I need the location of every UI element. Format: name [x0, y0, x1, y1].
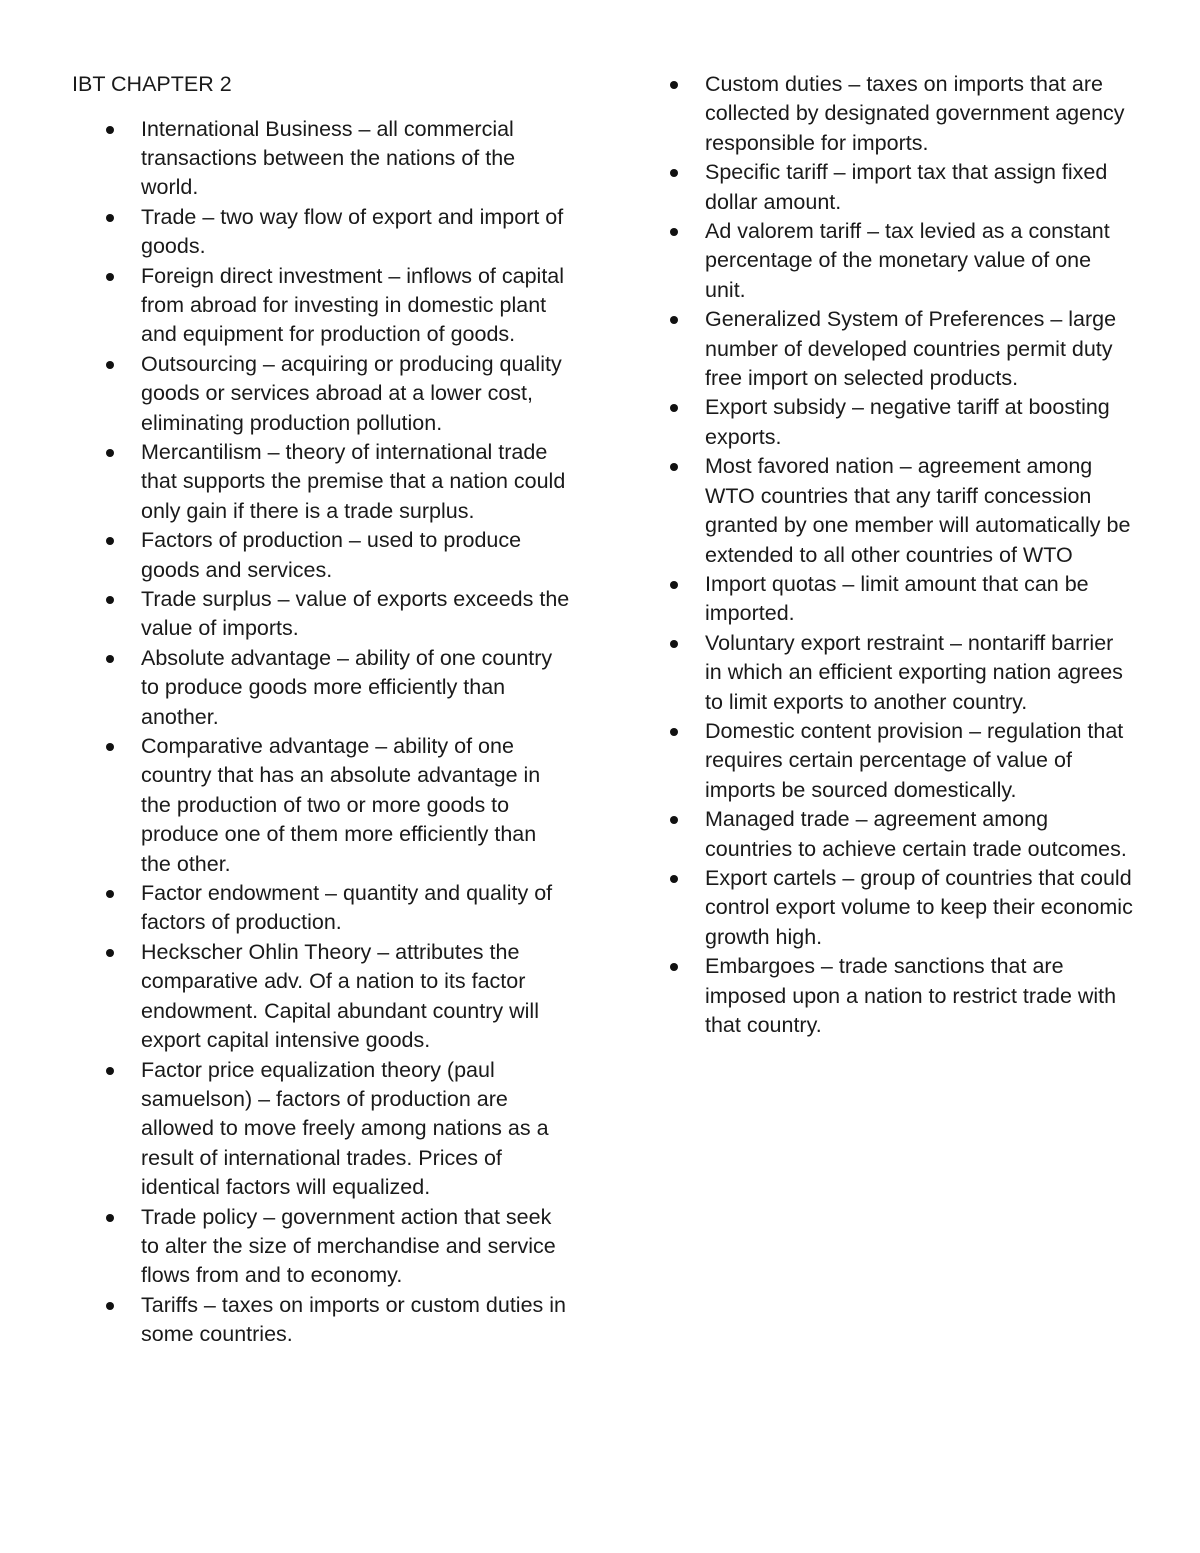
bullet-icon — [106, 890, 114, 898]
bullet-icon — [670, 169, 678, 177]
list-item — [636, 393, 1136, 452]
list-item-text: Factors of production – used to produce goods and services. — [141, 528, 522, 582]
list-item-text: Export subsidy – negative tariff at boosting exports. — [705, 395, 1110, 449]
bullet-icon — [106, 449, 114, 457]
list-item-text: Import quotas – limit amount that can be imported. — [705, 571, 1089, 626]
bullet-icon — [106, 655, 114, 663]
list-item — [72, 879, 572, 938]
list-item-text: Absolute advantage – ability of one country to produce goods more efficiently than another. — [141, 645, 553, 729]
list-item-text: Factor endowment – quantity and quality of factors of production. — [141, 881, 553, 935]
bullet-icon — [670, 463, 678, 471]
bullet-icon — [106, 1214, 114, 1222]
list-item — [72, 526, 572, 585]
bullet-icon — [670, 728, 678, 736]
list-item-text: Trade surplus – value of exports exceeds the value of imports. — [141, 587, 570, 641]
list-item — [72, 938, 572, 1056]
list-item — [72, 1291, 572, 1350]
list-item-text: Custom duties – taxes on imports that are collected by designated government agency responsible for imports. — [705, 72, 1125, 155]
bullet-icon — [670, 581, 678, 589]
list-item-text: Voluntary export restraint – nontariff barrier in which an efficient exporting nation agrees to limit exports to another country. — [705, 630, 1123, 714]
list-item-text: Trade policy – government action that seek to alter the size of merchandise and service flows from and to economy. — [141, 1204, 556, 1288]
list-item-text: Export cartels – group of countries that could control export volume to keep their economic growth high. — [705, 865, 1133, 949]
list-item — [636, 805, 1136, 864]
bullet-icon — [670, 963, 678, 971]
bullet-icon — [106, 949, 114, 957]
bullet-icon — [670, 640, 678, 648]
list-item — [636, 452, 1136, 570]
list-item — [72, 1203, 572, 1291]
list-item — [636, 952, 1136, 1040]
bullet-icon — [106, 214, 114, 222]
bullet-icon — [670, 816, 678, 824]
list-item — [636, 864, 1136, 952]
bullet-list-left — [72, 115, 572, 1350]
left-column — [72, 70, 572, 1350]
bullet-icon — [106, 743, 114, 751]
bullet-icon — [106, 126, 114, 134]
list-item-text: Generalized System of Preferences – large number of developed countries permit duty free import on selected products. — [705, 307, 1117, 391]
list-item-text: International Business – all commercial transactions between the nations of the world. — [141, 116, 516, 200]
bullet-icon — [106, 1067, 114, 1075]
bullet-icon — [106, 361, 114, 369]
bullet-icon — [670, 875, 678, 883]
bullet-icon — [670, 316, 678, 324]
bullet-icon — [106, 537, 114, 545]
page-title: IBT CHAPTER 2 — [72, 72, 232, 96]
list-item-text: Specific tariff – import tax that assign fixed dollar amount. — [705, 160, 1108, 214]
list-item — [636, 305, 1136, 393]
list-item-text: Outsourcing – acquiring or producing quality goods or services abroad at a lower cost, eliminating production pollution. — [141, 351, 562, 435]
list-item-text: Embargoes – trade sanctions that are imposed upon a nation to restrict trade with that country. — [705, 954, 1117, 1037]
list-item-text: Domestic content provision – regulation that requires certain percentage of value of imports be sourced domestically. — [705, 718, 1124, 802]
list-item — [636, 217, 1136, 305]
list-item — [72, 203, 572, 262]
list-item — [72, 585, 572, 644]
bullet-icon — [106, 273, 114, 281]
bullet-icon — [106, 1302, 114, 1310]
list-item — [72, 732, 572, 879]
bullet-icon — [670, 228, 678, 236]
list-item-text: Tariffs – taxes on imports or custom duties in some countries. — [141, 1292, 567, 1347]
list-item — [636, 570, 1136, 629]
list-item — [72, 262, 572, 350]
list-item — [72, 350, 572, 438]
list-item — [636, 158, 1136, 217]
bullet-icon — [106, 596, 114, 604]
list-item — [636, 70, 1136, 158]
list-item — [72, 438, 572, 526]
bullet-icon — [670, 404, 678, 412]
list-item — [636, 629, 1136, 717]
bullet-icon — [670, 81, 678, 89]
list-item-text: Factor price equalization theory (paul samuelson) – factors of production are allowed to move freely among nations as a result of international trades. Prices of identical factors will equalized. — [141, 1057, 549, 1200]
list-item — [72, 644, 572, 732]
list-item — [72, 115, 572, 203]
list-item-text: Comparative advantage – ability of one country that has an absolute advantage in the production of two or more goods to produce one of them more efficiently than the other. — [141, 734, 541, 876]
list-item-text: Ad valorem tariff – tax levied as a constant percentage of the monetary value of one unit. — [705, 219, 1110, 302]
list-item — [72, 1056, 572, 1203]
right-column — [636, 70, 1136, 1040]
bullet-list-right — [636, 70, 1136, 1040]
list-item-text: Foreign direct investment – inflows of capital from abroad for investing in domestic plant and equipment for production of goods. — [141, 263, 565, 347]
list-item-text: Mercantilism – theory of international trade that supports the premise that a nation could only gain if there is a trade surplus. — [141, 439, 566, 523]
list-item-text: Most favored nation – agreement among WTO countries that any tariff concession granted by one member will automatically be extended to all other countries of WTO — [705, 454, 1131, 567]
list-item-text: Heckscher Ohlin Theory – attributes the comparative adv. Of a nation to its factor endowment. Capital abundant country will export capital intensive goods. — [141, 939, 539, 1053]
list-item-text: Managed trade – agreement among countries to achieve certain trade outcomes. — [705, 807, 1127, 861]
list-item-text: Trade – two way flow of export and import of goods. — [141, 204, 564, 259]
list-item — [636, 717, 1136, 805]
